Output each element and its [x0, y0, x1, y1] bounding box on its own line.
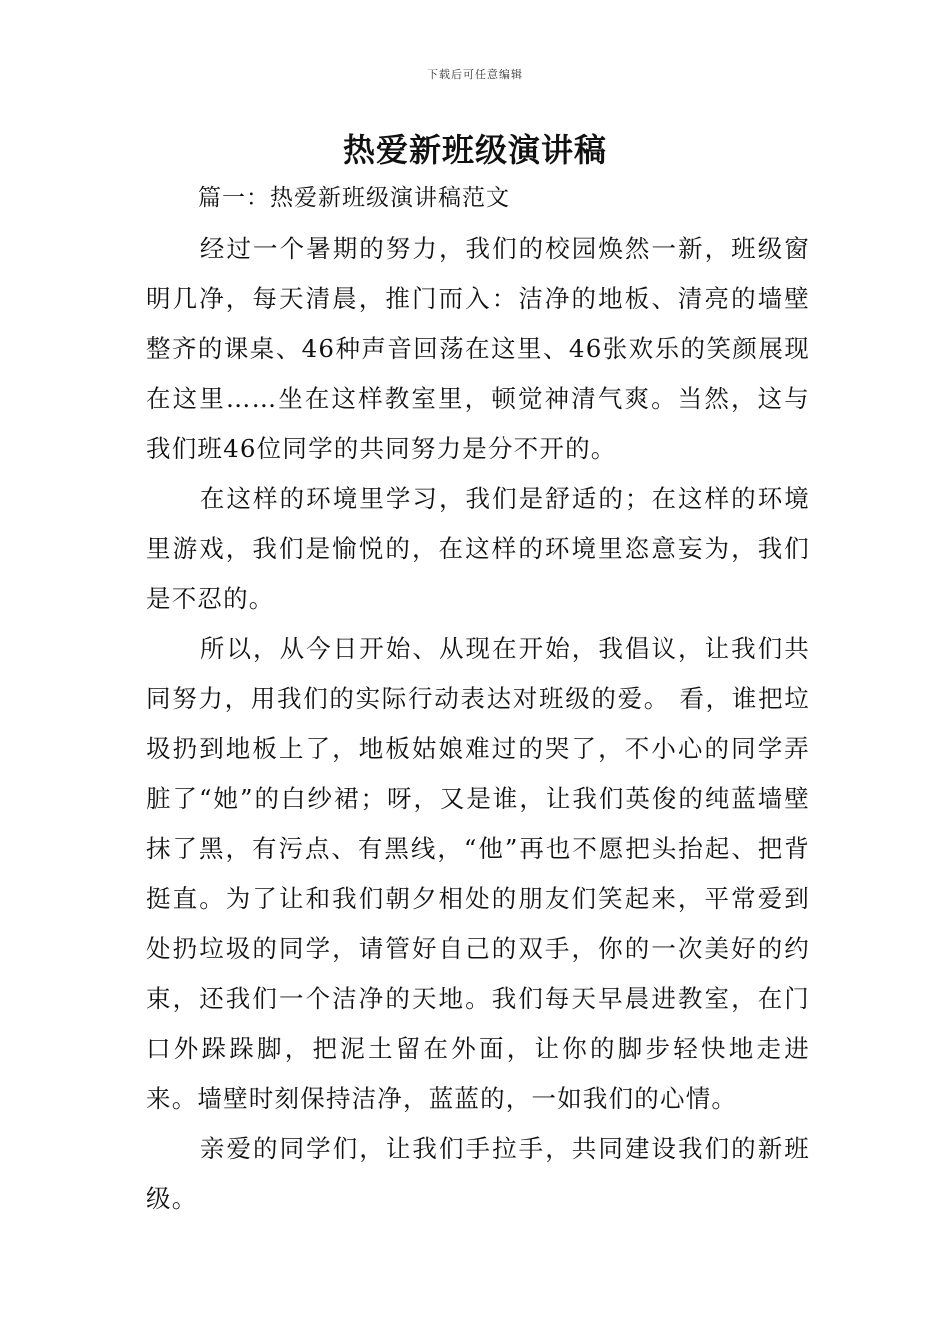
document-title: 热爱新班级演讲稿: [342, 131, 607, 169]
header-note: 下载后可任意编辑: [427, 68, 523, 81]
document-subtitle: 篇一：热爱新班级演讲稿范文: [198, 185, 510, 211]
paragraph-1: 经过一个暑期的努力，我们的校园焕然一新，班级窗明几净，每天清晨，推门而入：洁净的地板、清亮的墙壁整齐的课桌、46种声音回荡在这里、46张欢乐的笑颜展现在这里……坐在这样教室里，顿觉神清气爽。当然，这与我们班46位同学的共同努力是分不开的。: [146, 234, 810, 463]
paragraph-4: 亲爱的同学们，让我们手拉手，共同建设我们的新班级。: [146, 1134, 810, 1213]
paragraph-3: 所以，从今日开始、从现在开始，我倡议，让我们共同努力，用我们的实际行动表达对班级的爱。 看，谁把垃圾扔到地板上了，地板姑娘难过的哭了，不小心的同学弄脏了“她”的白纱裙；呀，又是谁，让我们英俊的纯蓝墙壁抹了黑，有污点、有黑线，“他”再也不愿把头抬起、把背挺直。为了让和我们朝夕相处的朋友们笑起来，平常爱到处扔垃圾的同学，请管好自己的双手，你的一次美好的约束，还我们一个洁净的天地。我们每天早晨进教室，在门口外跺跺脚，把泥土留在外面，让你的脚步轻快地走进来。墙壁时刻保持洁净，蓝蓝的，一如我们的心情。: [146, 634, 810, 1113]
document-body: [146, 224, 810, 1224]
paragraph-2: 在这样的环境里学习，我们是舒适的；在这样的环境里游戏，我们是愉悦的，在这样的环境里恣意妄为，我们是不忍的。: [146, 484, 810, 613]
